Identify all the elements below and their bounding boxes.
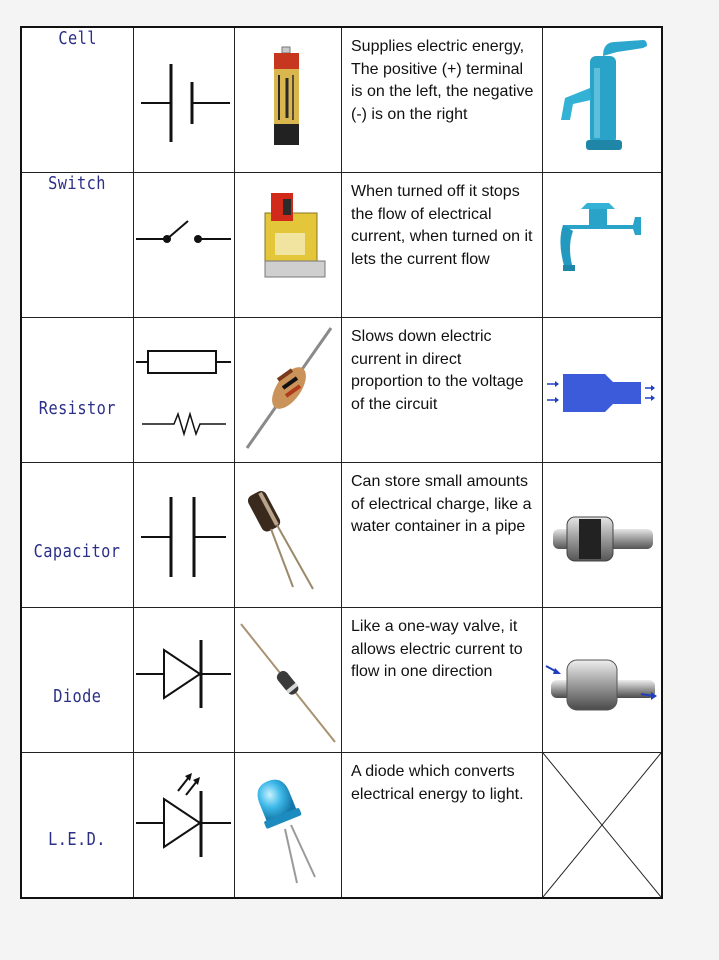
switch-symbol (134, 173, 234, 317)
name-cell (21, 27, 134, 173)
description-cell (342, 27, 543, 173)
component-description: Supplies electric energy, The positive (+) terminal is on the left, the negative (-) is on the right (351, 38, 534, 123)
symbol-cell (134, 27, 235, 173)
symbol-cell (134, 463, 235, 608)
description-cell (342, 753, 543, 899)
water-pump-image (543, 28, 661, 172)
picture-cell (235, 753, 342, 899)
picture-cell (235, 318, 342, 463)
component-description: Slows down electric current in direct proportion to the voltage of the circuit (351, 328, 524, 413)
picture-cell (235, 27, 342, 173)
description-cell (342, 608, 543, 753)
analogy-cell (543, 318, 663, 463)
narrow-pipe-image (543, 318, 661, 462)
one-way-valve-image (543, 608, 661, 752)
capacitor-image (235, 463, 341, 607)
components-table (20, 26, 663, 899)
resistor-image (235, 318, 341, 462)
name-cell (21, 318, 134, 463)
picture-cell (235, 173, 342, 318)
component-name: Capacitor (34, 541, 121, 562)
description-cell (342, 173, 543, 318)
led-image (235, 753, 341, 897)
component-name: L.E.D. (48, 829, 107, 850)
component-name: Switch (48, 173, 107, 194)
analogy-cell (543, 173, 663, 318)
component-name: Cell (58, 28, 97, 49)
name-cell (21, 753, 134, 899)
table-row-resistor (21, 318, 662, 463)
component-description: Can store small amounts of electrical charge, like a water container in a pipe (351, 473, 532, 535)
name-cell (21, 173, 134, 318)
symbol-cell (134, 753, 235, 899)
symbol-cell (134, 608, 235, 753)
component-description: Like a one-way valve, it allows electric current to flow in one direction (351, 618, 523, 680)
name-cell (21, 463, 134, 608)
symbol-cell (134, 318, 235, 463)
table-row-cell (21, 27, 662, 173)
battery-image (235, 28, 341, 172)
analogy-cell (543, 753, 663, 899)
table-row-diode (21, 608, 662, 753)
empty-cross-placeholder (543, 753, 661, 897)
name-cell (21, 608, 134, 753)
switch-image (235, 173, 341, 317)
component-description: A diode which converts electrical energy to light. (351, 763, 524, 803)
diode-symbol (134, 608, 234, 752)
analogy-cell (543, 27, 663, 173)
water-container-pipe-image (543, 463, 661, 607)
diode-image (235, 608, 341, 752)
table-row-switch (21, 173, 662, 318)
capacitor-symbol (134, 463, 234, 607)
component-description: When turned off it stops the flow of electrical current, when turned on it lets the current flow (351, 183, 533, 268)
table-row-capacitor (21, 463, 662, 608)
symbol-cell (134, 173, 235, 318)
resistor-symbols (134, 318, 234, 462)
table-row-led (21, 753, 662, 899)
picture-cell (235, 608, 342, 753)
analogy-cell (543, 608, 663, 753)
led-symbol (134, 753, 234, 897)
cell-symbol (134, 28, 234, 172)
analogy-cell (543, 463, 663, 608)
component-name: Diode (53, 686, 102, 707)
water-tap-image (543, 173, 661, 317)
component-name: Resistor (38, 398, 117, 419)
picture-cell (235, 463, 342, 608)
description-cell (342, 463, 543, 608)
description-cell (342, 318, 543, 463)
